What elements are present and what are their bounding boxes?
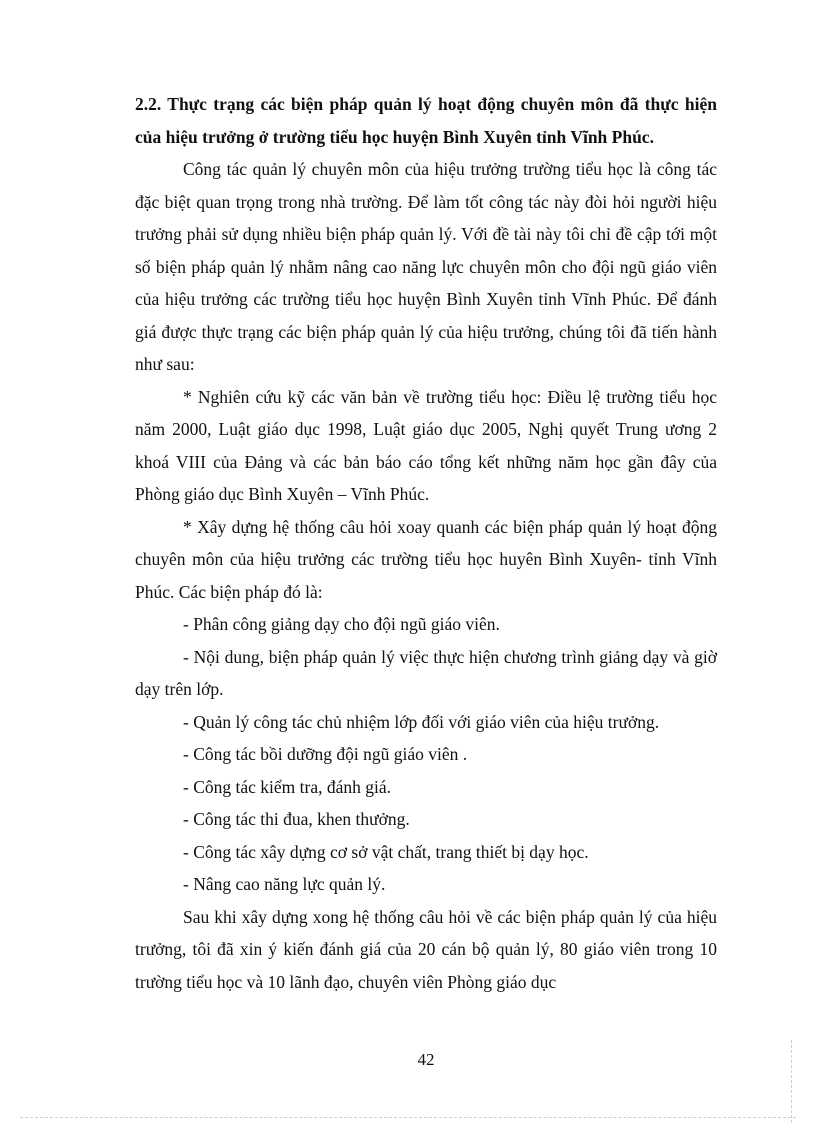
page-number: 42 bbox=[417, 1050, 435, 1069]
list-item: - Phân công giảng dạy cho đội ngũ giáo viên. bbox=[183, 614, 500, 634]
paragraph-closing: Sau khi xây dựng xong hệ thống câu hỏi về các biện pháp quản lý của hiệu trưởng, tôi đã xin ý kiến đánh giá của 20 cán bộ quản lý, 80 giáo viên trong 10 trường tiểu học và 10 lãnh đạo, chuyên viên Phòng giáo dục bbox=[135, 906, 717, 992]
paragraph-intro: Công tác quản lý chuyên môn của hiệu trưởng trường tiểu học là công tác đặc biệt quan trọng trong nhà trường. Để làm tốt công tác này đòi hỏi người hiệu trưởng phải sử dụng nhiều biện pháp quản lý. Với đề tài này tôi chỉ đề cập tới một số biện pháp quản lý nhằm nâng cao năng lực chuyên môn cho đội ngũ giáo viên của hiệu trưởng các trường tiểu học huyện Bình Xuyên tỉnh Vĩnh Phúc. Để đánh giá được thực trạng các biện pháp quản lý của hiệu trưởng, chúng tôi đã tiến hành như sau: bbox=[135, 159, 717, 374]
paragraph-questions: * Xây dựng hệ thống câu hỏi xoay quanh các biện pháp quản lý hoạt động chuyên môn của hiệu trưởng các trường tiểu học huyên Bình Xuyên- tỉnh Vĩnh Phúc. Các biện pháp đó là: bbox=[135, 516, 717, 602]
list-item: - Công tác thi đua, khen thưởng. bbox=[183, 809, 410, 829]
list-item: - Công tác kiểm tra, đánh giá. bbox=[183, 776, 391, 797]
list-item: - Nâng cao năng lực quản lý. bbox=[183, 874, 386, 894]
section-heading: 2.2. Thực trạng các biện pháp quản lý hoạt động chuyên môn đã thực hiện của hiệu trưởng ở trường tiểu học huyện Bình Xuyên tỉnh Vĩnh Phúc. bbox=[135, 94, 717, 147]
list-item: - Công tác xây dựng cơ sở vật chất, trang thiết bị dạy học. bbox=[183, 841, 589, 862]
page-border-right bbox=[791, 1040, 792, 1123]
page-content bbox=[135, 88, 717, 998]
page-border-bottom bbox=[20, 1117, 796, 1118]
paragraph-research: * Nghiên cứu kỹ các văn bản về trường tiểu học: Điều lệ trường tiểu học năm 2000, Luật giáo dục 1998, Luật giáo dục 2005, Nghị quyết Trung ương 2 khoá VIII của Đảng và các bản báo cáo tổng kết những năm học gần đây của Phòng giáo dục Bình Xuyên – Vĩnh Phúc. bbox=[135, 386, 717, 504]
list-item: - Quản lý công tác chủ nhiệm lớp đối với giáo viên của hiệu trưởng. bbox=[183, 711, 660, 732]
list-item: - Công tác bồi dưỡng đội ngũ giáo viên . bbox=[183, 744, 468, 764]
list-item: - Nội dung, biện pháp quản lý việc thực hiện chương trình giảng dạy và giờ dạy trên lớp. bbox=[135, 646, 717, 699]
